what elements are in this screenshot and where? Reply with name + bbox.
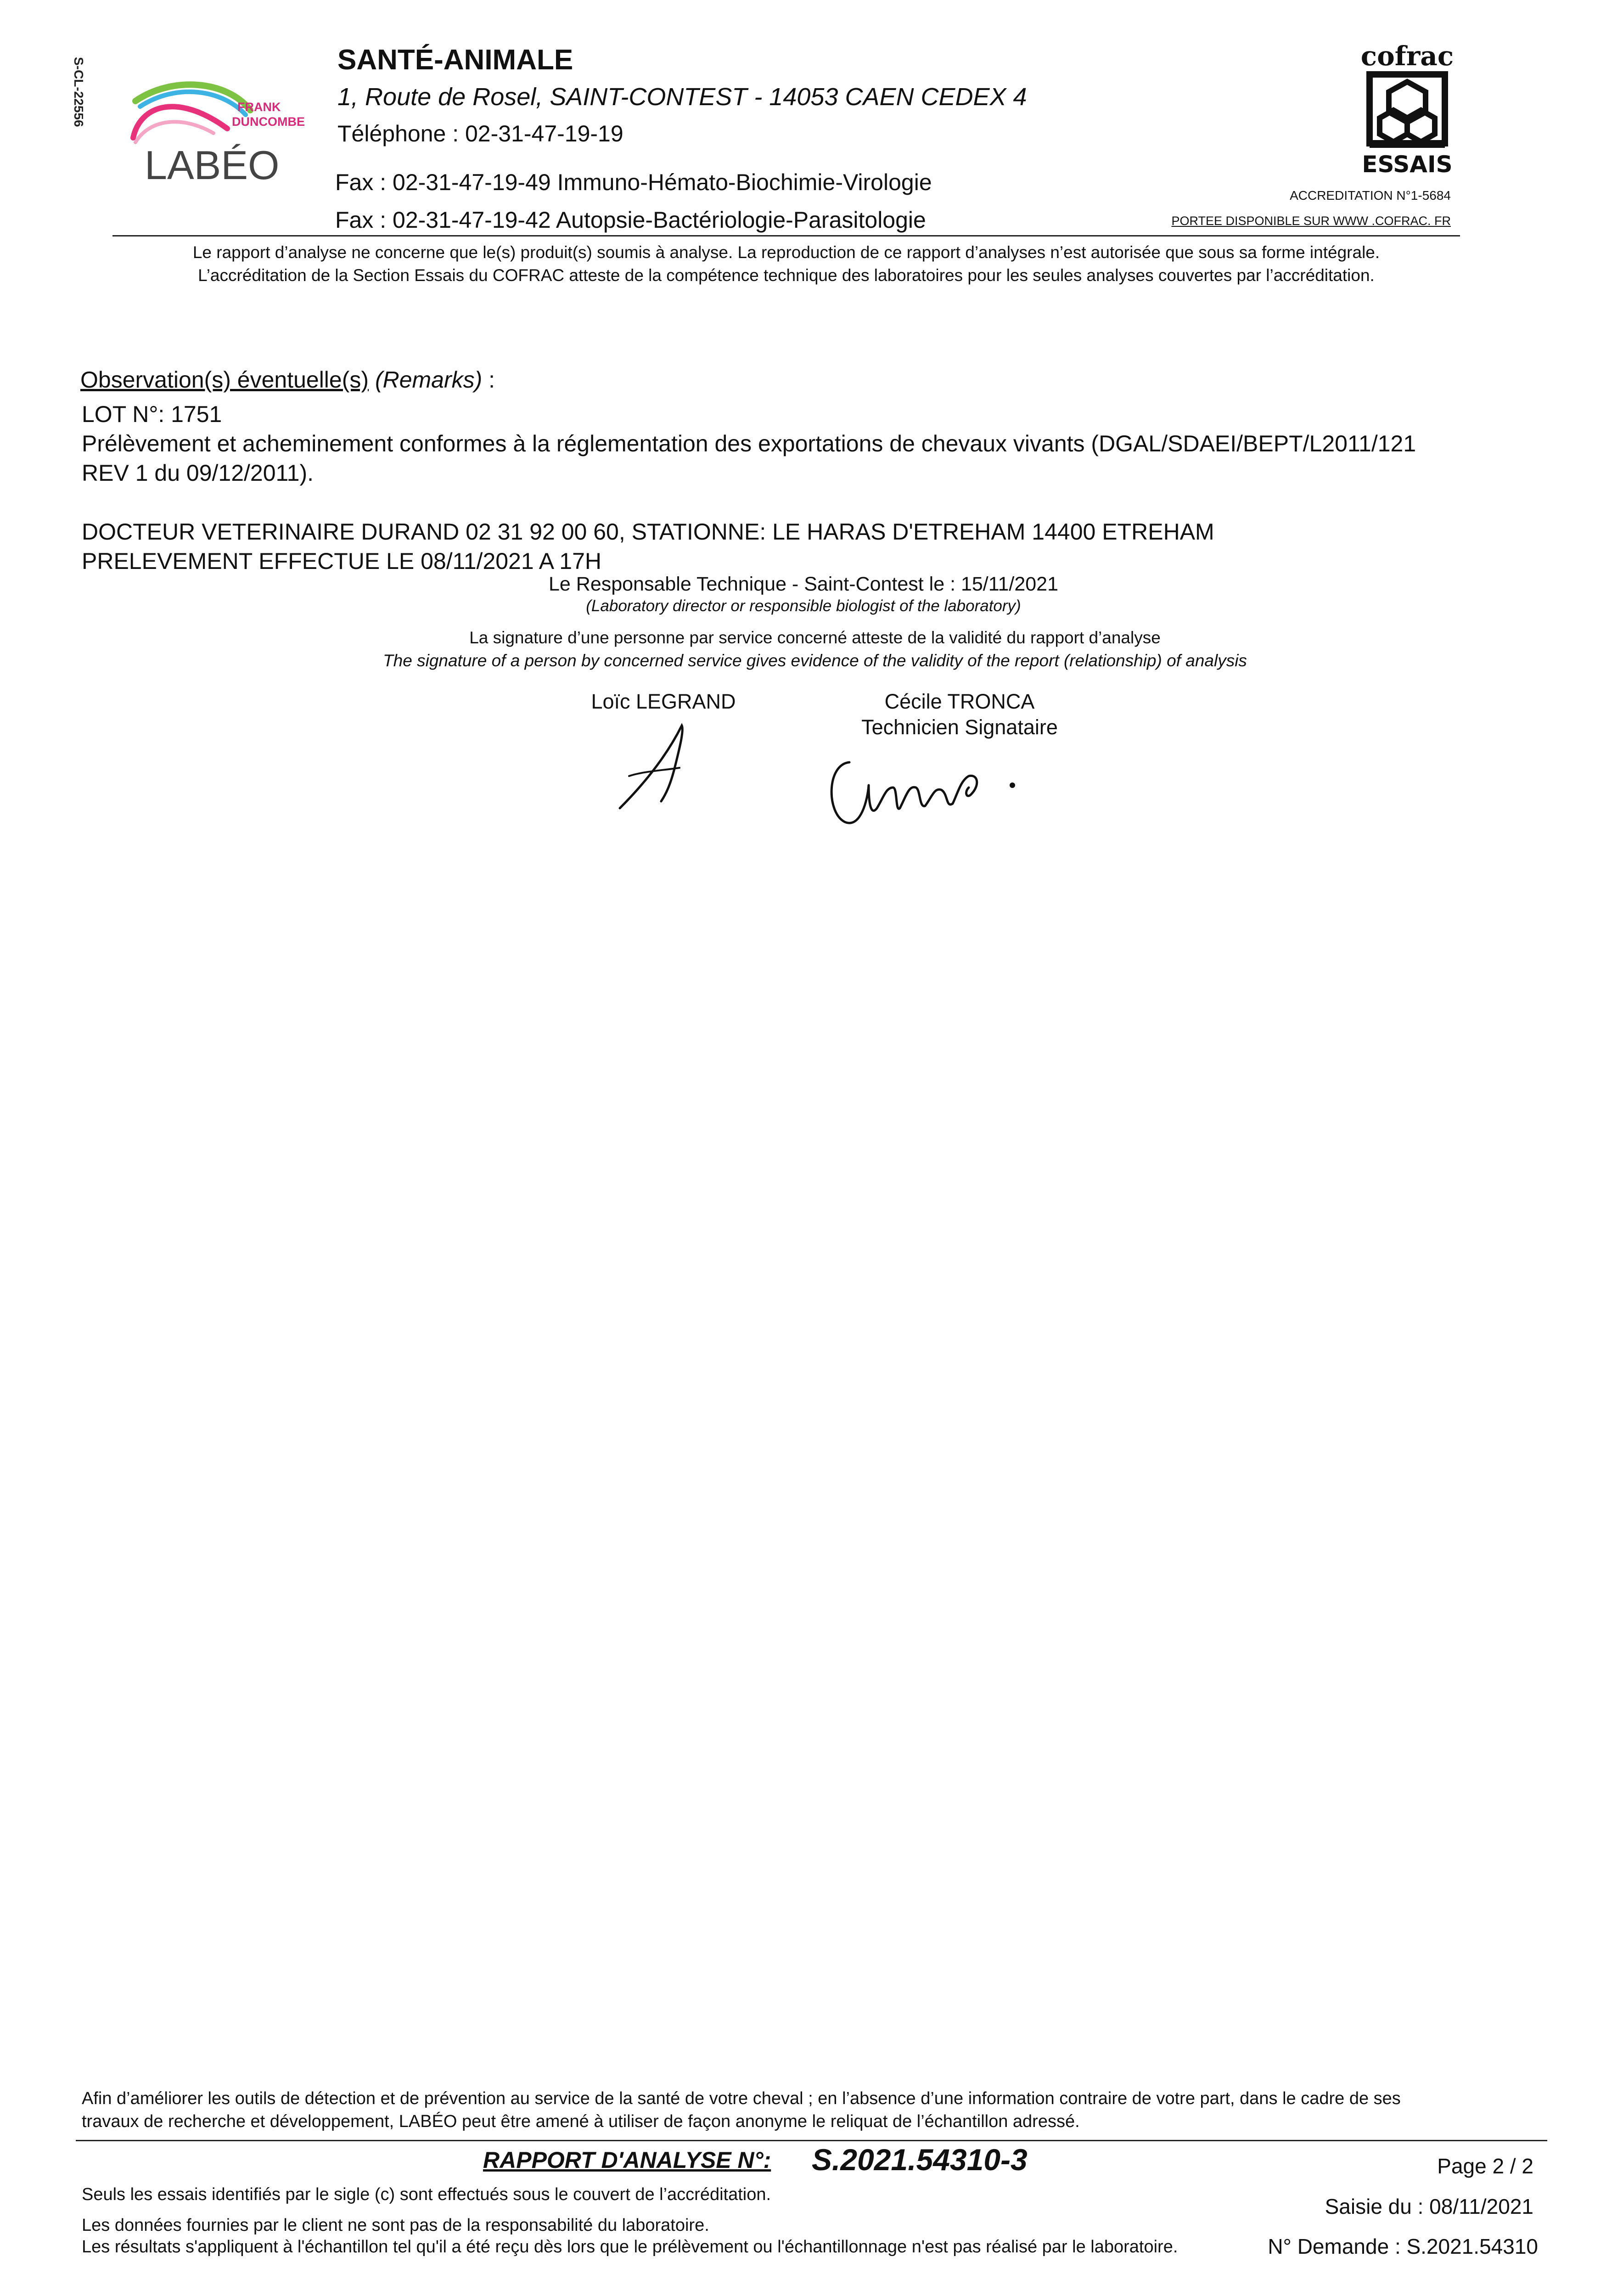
cofrac-website-link[interactable]: PORTEE DISPONIBLE SUR WWW .COFRAC. FR [1171, 214, 1451, 228]
organization-fax-1: Fax : 02-31-47-19-49 Immuno-Hémato-Biochimie-Virologie [335, 169, 932, 195]
side-code-graphic [69, 55, 87, 156]
footer-divider [76, 2140, 1547, 2141]
footer-research-note [82, 2087, 1551, 2133]
remarks-body [82, 400, 1574, 576]
technical-manager-line: Le Responsable Technique - Saint-Contest le : 15/11/2021 [548, 573, 1058, 595]
report-number: S.2021.54310-3 [812, 2143, 1028, 2177]
footer-client-data-note: Les données fournies par le client ne sont pas de la responsabilité du laboratoire. [82, 2216, 709, 2235]
logo-frank-text: FRANK [237, 100, 281, 114]
remarks-heading [80, 366, 495, 393]
remarks-heading-fr: Observation(s) éventuelle(s) [80, 367, 369, 393]
remarks-heading-en: (Remarks) [375, 367, 483, 393]
technical-manager-line-en: (Laboratory director or responsible biologist of the laboratory) [586, 597, 1021, 615]
cofrac-logo [1361, 41, 1453, 181]
signature-1-image [601, 716, 721, 817]
cofrac-bottom-text: ESSAIS [1362, 151, 1453, 178]
lot-number: LOT N°: 1751 [82, 401, 222, 427]
request-number: N° Demande : S.2021.54310 [1268, 2234, 1538, 2258]
signature-2-stroke [817, 744, 1038, 836]
page-number: Page 2 / 2 [1437, 2154, 1533, 2178]
signature-1-stroke [601, 716, 721, 817]
disclaimer-line-2: L’accréditation de la Section Essais du COFRAC atteste de la compétence technique des laboratoires pour les seules analyses couvertes par l’accréditation. [198, 266, 1375, 285]
signature-2-image [817, 744, 1038, 836]
organization-address: 1, Route de Rosel, SAINT-CONTEST - 14053 CAEN CEDEX 4 [337, 83, 1027, 111]
disclaimer-line-1: Le rapport d’analyse ne concerne que le(s) produit(s) soumis à analyse. La reproduction de ce rapport d’analyses n’est autorisée que sous sa forme intégrale. [192, 243, 1380, 262]
organization-phone: Téléphone : 02-31-47-19-19 [337, 121, 623, 146]
labeo-logo [122, 78, 324, 197]
cofrac-logo-graphic [1361, 41, 1453, 181]
labeo-logo-graphic [122, 78, 324, 197]
remarks-heading-colon: : [482, 367, 495, 393]
accreditation-number: ACCREDITATION N°1-5684 [1290, 188, 1451, 203]
organization-title: SANTÉ-ANIMALE [337, 44, 573, 76]
report-disclaimer [112, 241, 1460, 287]
footer-note-line-2: travaux de recherche et développement, LABÉO peut être amené à utiliser de façon anonyme le reliquat de l’échantillon adressé. [82, 2112, 1080, 2131]
header-divider [112, 235, 1460, 236]
remark-line-1: Prélèvement et acheminement conformes à la réglementation des exportations de chevaux vivants (DGAL/SDAEI/BEPT/L2011/121 [82, 431, 1416, 456]
cofrac-top-text: cofrac [1361, 41, 1453, 72]
signature-note: La signature d’une personne par service concerné atteste de la validité du rapport d’analyse [469, 628, 1161, 647]
footer-results-note: Les résultats s'appliquent à l'échantillon tel qu'il a été reçu dès lors que le prélèvement ou l'échantillonnage n'est pas réalisé par le laboratoire. [82, 2237, 1178, 2257]
entry-date: Saisie du : 08/11/2021 [1325, 2195, 1533, 2218]
logo-duncombe-text: DUNCOMBE [232, 115, 305, 129]
signature-note-en: The signature of a person by concerned service gives evidence of the validity of the report (relationship) of analysis [383, 651, 1247, 670]
signer-2-role: Technicien Signataire [861, 715, 1058, 739]
footer-note-line-1: Afin d’améliorer les outils de détection et de prévention au service de la santé de votre cheval ; en l’absence d’une information contraire de votre part, dans le cadre de ses [82, 2089, 1401, 2108]
side-code-text: S-CL-22556 [72, 57, 86, 127]
report-number-label: RAPPORT D'ANALYSE N°: [483, 2147, 771, 2173]
remark-veterinarian: DOCTEUR VETERINAIRE DURAND 02 31 92 00 60, STATIONNE: LE HARAS D'ETREHAM 14400 ETREHAM [82, 519, 1214, 545]
remark-sampling-date: PRELEVEMENT EFFECTUE LE 08/11/2021 A 17H [82, 548, 602, 574]
document-side-code [69, 55, 87, 156]
signer-1-name: Loïc LEGRAND [591, 690, 736, 713]
remark-line-2: REV 1 du 09/12/2011). [82, 460, 314, 486]
footer-accreditation-note: Seuls les essais identifiés par le sigle (c) sont effectués sous le couvert de l’accréditation. [82, 2185, 771, 2204]
organization-fax-2: Fax : 02-31-47-19-42 Autopsie-Bactériologie-Parasitologie [335, 207, 926, 233]
logo-labeo-text: LABÉO [145, 142, 280, 188]
signer-2-name: Cécile TRONCA [884, 690, 1035, 713]
